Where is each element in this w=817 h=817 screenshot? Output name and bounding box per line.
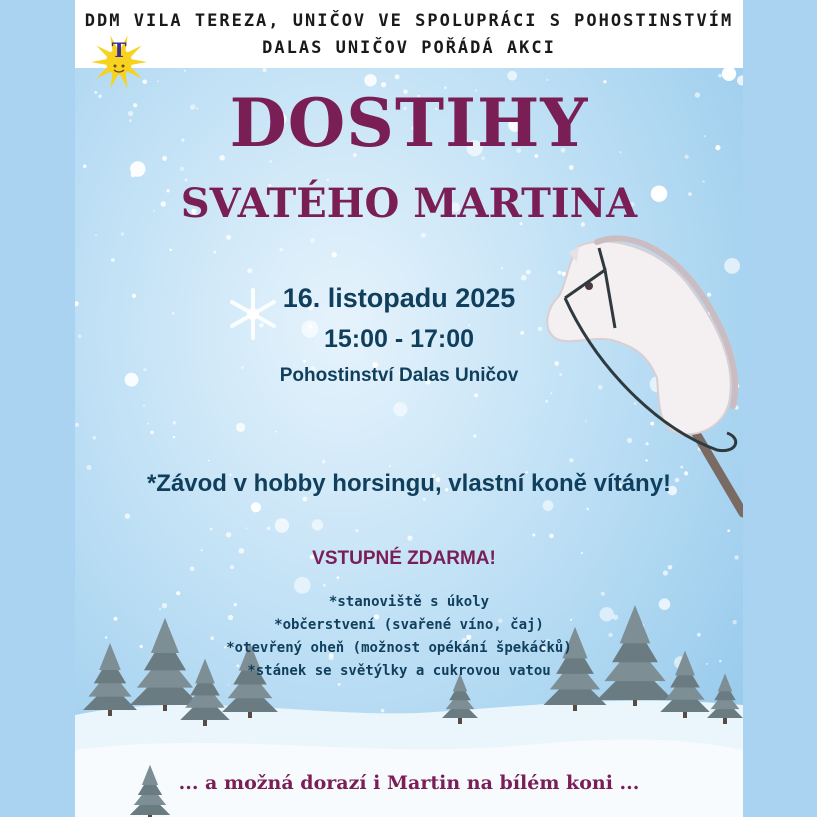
snow-dot bbox=[663, 570, 668, 575]
snow-dot bbox=[507, 71, 517, 81]
snow-dot bbox=[173, 436, 175, 438]
snow-dot bbox=[532, 534, 535, 537]
snow-dot bbox=[246, 528, 248, 530]
snow-dot bbox=[247, 268, 252, 273]
snow-dot bbox=[727, 529, 730, 532]
extra-item: *otevřený oheň (možnost opékání špekáčků) bbox=[226, 640, 572, 656]
event-place: Pohostinství Dalas Uničov bbox=[279, 365, 519, 386]
organizer-line-2: DALAS UNIČOV POŘÁDÁ AKCI bbox=[262, 38, 556, 58]
snow-dot bbox=[210, 528, 213, 531]
snow-dot bbox=[92, 436, 96, 440]
snow-dot bbox=[310, 238, 315, 243]
pine-tree bbox=[707, 673, 743, 724]
snow-dot bbox=[83, 164, 87, 168]
snow-dot bbox=[526, 270, 531, 275]
pine-tree bbox=[442, 673, 478, 724]
snow-dot bbox=[279, 248, 283, 252]
snow-dot bbox=[521, 275, 527, 281]
organizer-line-1: DDM VILA TEREZA, UNIČOV VE SPOLUPRÁCI S POHOSTINSTVÍM bbox=[84, 11, 734, 31]
snow-dot bbox=[275, 518, 289, 532]
free-entry-label: VSTUPNÉ ZDARMA! bbox=[312, 548, 496, 569]
snow-dot bbox=[143, 405, 145, 407]
snow-dot bbox=[121, 232, 125, 236]
snow-dot bbox=[208, 460, 210, 462]
snow-dot bbox=[303, 360, 306, 363]
organizer-header bbox=[75, 0, 743, 68]
closing-tagline: ... a možná dorazí i Martin na bílém koni ... bbox=[178, 772, 640, 794]
snow-dot bbox=[236, 423, 245, 432]
event-poster bbox=[75, 0, 743, 817]
snow-dot bbox=[95, 234, 97, 236]
extra-item: *stánek se světýlky a cukrovou vatou bbox=[247, 663, 551, 679]
extra-item: *občerstvení (svařené víno, čaj) bbox=[274, 617, 544, 633]
snow-dot bbox=[355, 529, 358, 532]
snow-dot bbox=[332, 252, 337, 257]
snow-dot bbox=[147, 423, 149, 425]
snow-dot bbox=[407, 536, 412, 541]
snow-dot bbox=[275, 431, 277, 433]
snow-dot bbox=[125, 514, 130, 519]
snow-dot bbox=[150, 431, 154, 435]
snow-dot bbox=[501, 267, 503, 269]
snow-dot bbox=[603, 80, 606, 83]
snow-dot bbox=[294, 577, 311, 594]
snow-dot bbox=[251, 502, 261, 512]
snow-dot bbox=[546, 79, 548, 81]
snow-dot bbox=[395, 74, 400, 79]
event-time: 15:00 - 17:00 bbox=[323, 325, 475, 353]
snow-dot bbox=[569, 165, 574, 170]
snow-dot bbox=[549, 534, 554, 539]
snow-dot bbox=[421, 233, 426, 238]
event-date: 16. listopadu 2025 bbox=[282, 283, 516, 313]
snow-dot bbox=[130, 161, 145, 176]
snow-dot bbox=[423, 498, 426, 501]
snow-dot bbox=[323, 584, 326, 587]
snow-dot bbox=[389, 465, 391, 467]
sun-logo-icon bbox=[89, 32, 149, 92]
snow-dot bbox=[722, 67, 736, 81]
snow-dot bbox=[262, 68, 266, 72]
snow-dot bbox=[75, 423, 79, 427]
snow-dot bbox=[226, 532, 231, 537]
snow-dot bbox=[184, 70, 186, 72]
race-note: *Závod v hobby horsingu, vlastní koně vítány! bbox=[146, 470, 672, 497]
snow-dot bbox=[393, 402, 407, 416]
snow-dot bbox=[337, 576, 340, 579]
logo-letter: T bbox=[111, 38, 127, 62]
snow-dot bbox=[111, 258, 115, 262]
title-line-2: SVATÉHO MARTINA bbox=[180, 180, 638, 227]
title-line-1: DOSTIHY bbox=[229, 84, 589, 162]
snow-dot bbox=[473, 434, 476, 437]
snow-dot bbox=[169, 249, 172, 252]
snow-dot bbox=[173, 421, 177, 425]
snow-dot bbox=[157, 81, 159, 83]
snow-dot bbox=[214, 251, 217, 254]
snow-dot bbox=[718, 74, 722, 78]
snow-dot bbox=[180, 167, 184, 171]
snow-dot bbox=[474, 393, 478, 397]
snow-dot bbox=[226, 235, 231, 240]
snow-dot bbox=[322, 460, 326, 464]
pine-tree bbox=[660, 651, 710, 718]
extra-item: *stanoviště s úkoly bbox=[328, 594, 490, 610]
snow-dot bbox=[267, 527, 271, 531]
snow-dot bbox=[312, 519, 323, 530]
